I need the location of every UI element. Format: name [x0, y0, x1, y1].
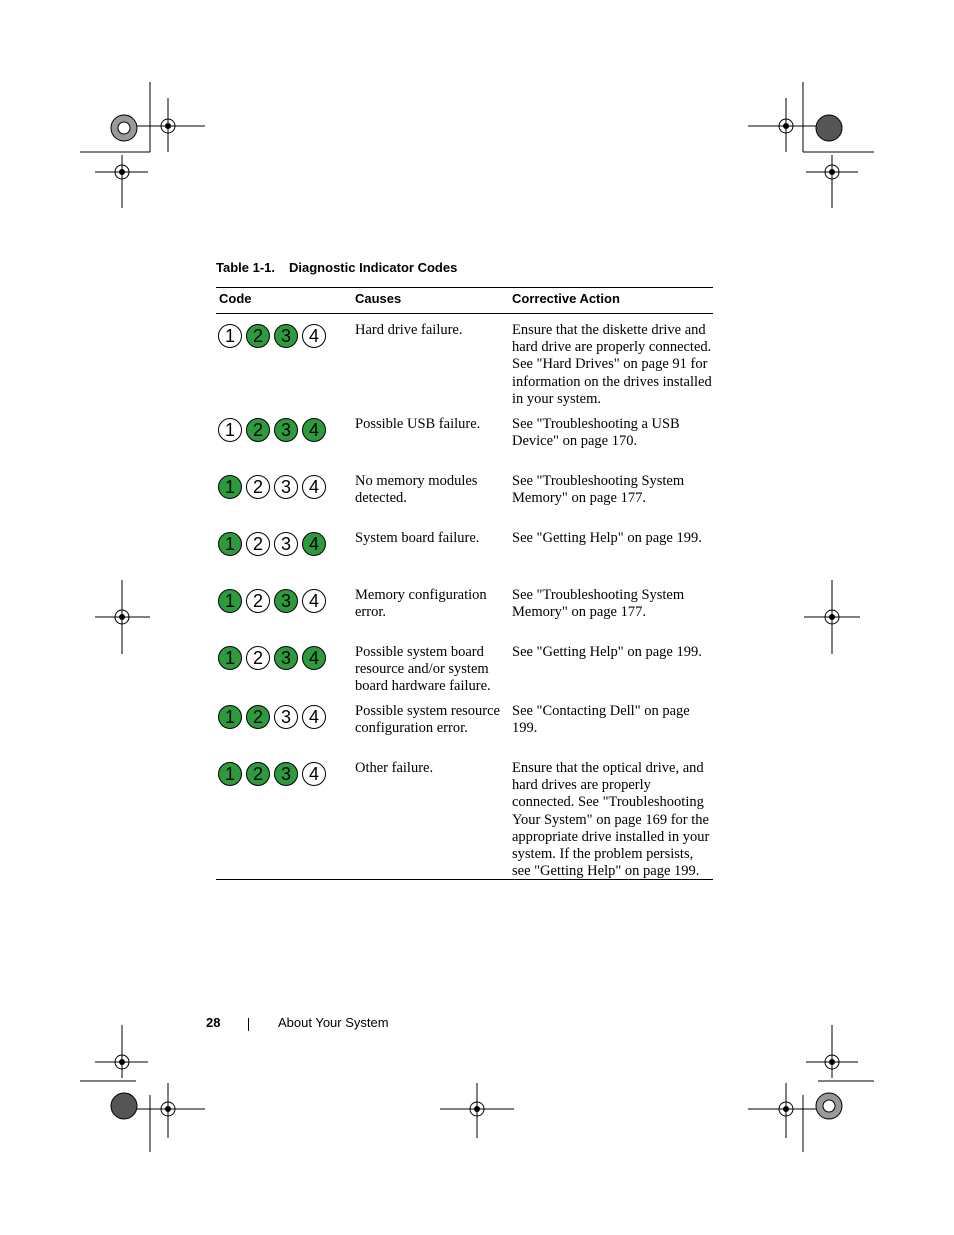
led-1-on: 1 [218, 475, 242, 499]
table-number: Table 1-1. [216, 260, 276, 275]
led-4-on: 4 [302, 418, 326, 442]
led-3-on: 3 [274, 646, 298, 670]
cause-cell: Possible system resource configuration error. [355, 703, 500, 737]
action-cell: Ensure that the optical drive, and hard drives are properly connected. See "Troubleshooting Your System" on page 169 for the appropriate drive installed in your system. If the problem persists, see "Getting Help" on page 199. [512, 760, 710, 880]
cause-cell: Possible USB failure. [355, 416, 481, 432]
led-1-on: 1 [218, 589, 242, 613]
led-4-off: 4 [302, 762, 326, 786]
action-cell: See "Getting Help" on page 199. [512, 530, 702, 546]
footer-separator [248, 1018, 249, 1031]
cause-cell: Possible system board resource and/or system board hardware failure. [355, 644, 491, 695]
led-2-off: 2 [246, 589, 270, 613]
led-3-on: 3 [274, 589, 298, 613]
header-code: Code [219, 291, 252, 306]
led-3-on: 3 [274, 762, 298, 786]
cause-cell: Hard drive failure. [355, 322, 463, 338]
led-4-off: 4 [302, 705, 326, 729]
led-3-off: 3 [274, 705, 298, 729]
led-3-on: 3 [274, 324, 298, 348]
led-4-on: 4 [302, 532, 326, 556]
action-cell: Ensure that the diskette drive and hard drive are properly connected. See "Hard Drives" on page 91 for information on the drives installed in your system. [512, 322, 712, 407]
led-3-off: 3 [274, 532, 298, 556]
led-4-off: 4 [302, 324, 326, 348]
led-2-on: 2 [246, 705, 270, 729]
cause-cell: Memory configuration error. [355, 587, 487, 621]
led-4-off: 4 [302, 589, 326, 613]
page-number: 28 [206, 1015, 221, 1030]
action-cell: See "Troubleshooting System Memory" on page 177. [512, 587, 685, 621]
led-4-off: 4 [302, 475, 326, 499]
led-1-on: 1 [218, 646, 242, 670]
led-3-on: 3 [274, 418, 298, 442]
header-causes: Causes [355, 291, 402, 306]
led-2-off: 2 [246, 532, 270, 556]
led-1-off: 1 [218, 324, 242, 348]
led-3-off: 3 [274, 475, 298, 499]
led-2-on: 2 [246, 324, 270, 348]
led-1-on: 1 [218, 532, 242, 556]
action-cell: See "Getting Help" on page 199. [512, 644, 702, 660]
table-title: Diagnostic Indicator Codes [289, 260, 458, 275]
action-cell: See "Troubleshooting System Memory" on page 177. [512, 473, 685, 507]
led-2-off: 2 [246, 475, 270, 499]
led-1-off: 1 [218, 418, 242, 442]
led-2-on: 2 [246, 418, 270, 442]
cause-cell: System board failure. [355, 530, 480, 546]
action-cell: See "Troubleshooting a USB Device" on page 170. [512, 416, 680, 450]
action-cell: See "Contacting Dell" on page 199. [512, 703, 690, 737]
led-1-on: 1 [218, 762, 242, 786]
led-1-on: 1 [218, 705, 242, 729]
cause-cell: No memory modules detected. [355, 473, 478, 507]
table-body [216, 314, 713, 879]
header-action: Corrective Action [512, 291, 620, 306]
section-title: About Your System [278, 1015, 389, 1030]
diagnostic-table [216, 287, 713, 880]
led-2-off: 2 [246, 646, 270, 670]
cause-cell: Other failure. [355, 760, 434, 776]
led-4-on: 4 [302, 646, 326, 670]
table-header [216, 288, 713, 314]
table-caption [216, 260, 457, 275]
led-2-on: 2 [246, 762, 270, 786]
